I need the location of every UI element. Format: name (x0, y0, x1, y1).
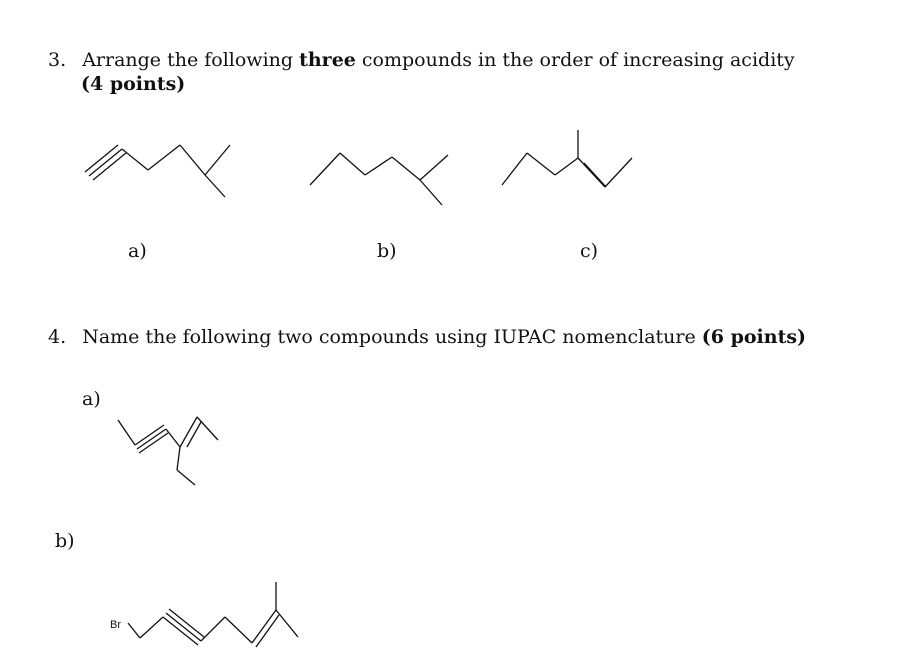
molecule-3b (310, 153, 448, 205)
question-4-points: (6 points) (701, 326, 807, 348)
question-3-number: 3. (48, 49, 67, 71)
question-4-text: Name the following two compounds using IUPAC nomenclature (82, 326, 702, 348)
molecule-3a (85, 145, 230, 197)
question-3-bold-word: three (299, 49, 356, 71)
label-3c: c) (580, 240, 599, 262)
molecule-3c (502, 130, 632, 187)
label-4a: a) (82, 388, 101, 410)
bromine-label: Br (110, 619, 121, 631)
label-3b: b) (377, 240, 397, 262)
label-4b: b) (55, 530, 75, 552)
question-4 (48, 325, 888, 349)
question-3-text-after: compounds in the order of increasing acidity (355, 49, 795, 71)
label-3a: a) (128, 240, 147, 262)
question-3-points: (4 points) (81, 73, 186, 95)
question-3-text-before: Arrange the following (82, 49, 300, 71)
question-4-number: 4. (48, 326, 67, 348)
molecule-4a (118, 417, 218, 485)
molecule-4b (110, 582, 298, 647)
